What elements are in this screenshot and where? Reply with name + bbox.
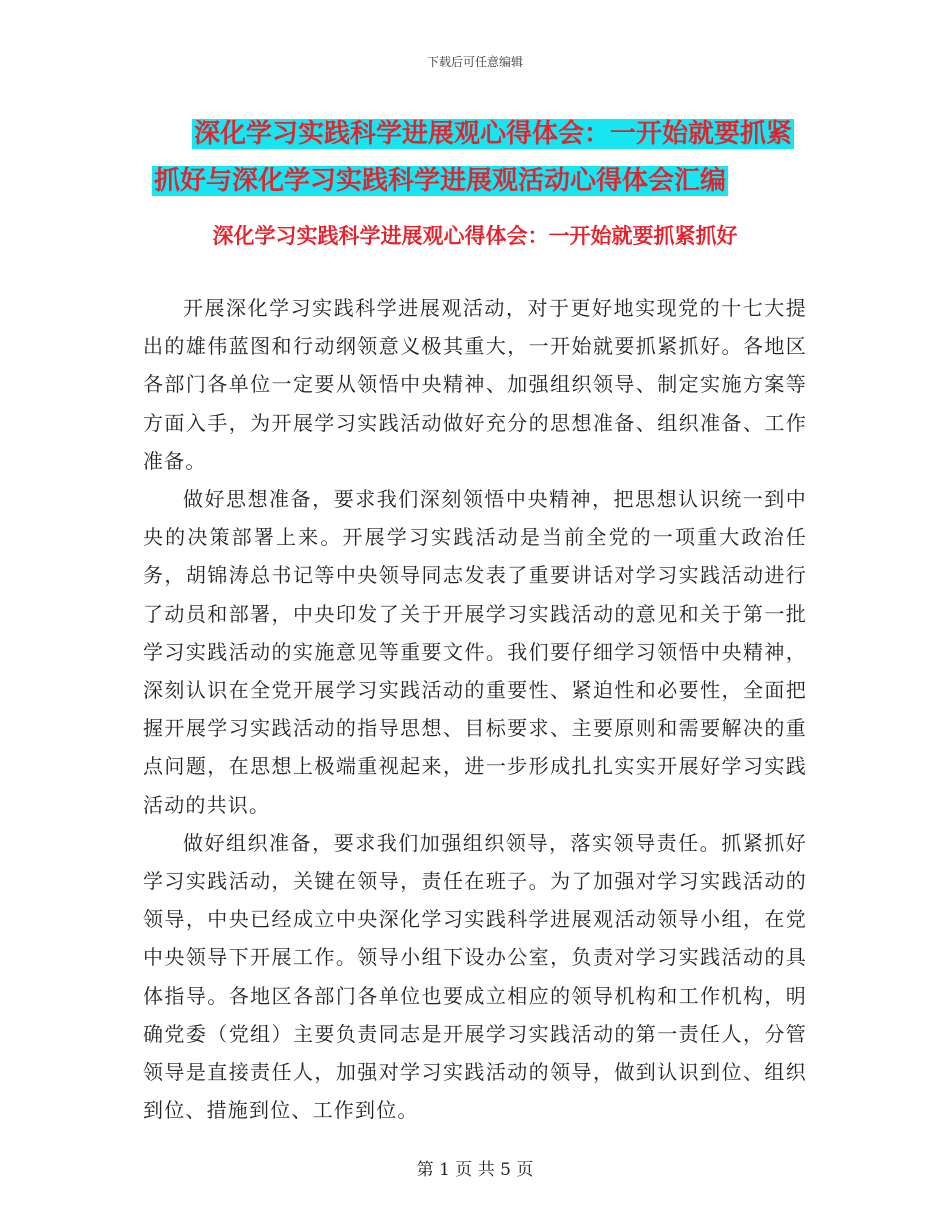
header-note: 下载后可任意编辑 (426, 55, 523, 69)
paragraph-3: 做好组织准备，要求我们加强组织领导，落实领导责任。抓紧抓好学习实践活动，关键在领导，责任在班子。为了加强对学习实践活动的领导，中央已经成立中央深化学习实践科学进展观活动领导小组，在党中央领导下开展工作。领导小组下设办公室，负责对学习实践活动的具体指导。各地区各部门各单位也要成立相应的领导机构和工作机构，明确党委（党组）主要负责同志是开展学习实践活动的第一责任人，分管领导是直接责任人，加强对学习实践活动的领导，做到认识到位、组织到位、措施到位、工作到位。 (143, 830, 807, 1123)
paragraph-1: 开展深化学习实践科学进展观活动，对于更好地实现党的十七大提出的雄伟蓝图和行动纲领意义极其重大，一开始就要抓紧抓好。各地区各部门各单位一定要从领悟中央精神、加强组织领导、制定实施方案等方面入手，为开展学习实践活动做好充分的思想准备、组织准备、工作准备。 (143, 296, 807, 473)
document-title (152, 112, 812, 203)
page-number-footer: 第 1 页 共 5 页 (416, 1160, 534, 1180)
body-text (143, 289, 807, 1129)
section-title: 深化学习实践科学进展观心得体会：一开始就要抓紧抓好 (212, 224, 738, 248)
paragraph-2: 做好思想准备，要求我们深刻领悟中央精神，把思想认识统一到中央的决策部署上来。开展学习实践活动是当前全党的一项重大政治任务，胡锦涛总书记等中央领导同志发表了重要讲话对学习实践活动进行了动员和部署，中央印发了关于开展学习实践活动的意见和关于第一批学习实践活动的实施意见等重要文件。我们要仔细学习领悟中央精神，深刻认识在全党开展学习实践活动的重要性、紧迫性和必要性，全面把握开展学习实践活动的指导思想、目标要求、主要原则和需要解决的重点问题，在思想上极端重视起来，进一步形成扎扎实实开展好学习实践活动的共识。 (143, 487, 807, 817)
title-line-2: 抓好与深化学习实践科学进展观活动心得体会汇编 (154, 166, 727, 196)
title-line-1: 深化学习实践科学进展观心得体会：一开始就要抓紧 (194, 119, 793, 149)
